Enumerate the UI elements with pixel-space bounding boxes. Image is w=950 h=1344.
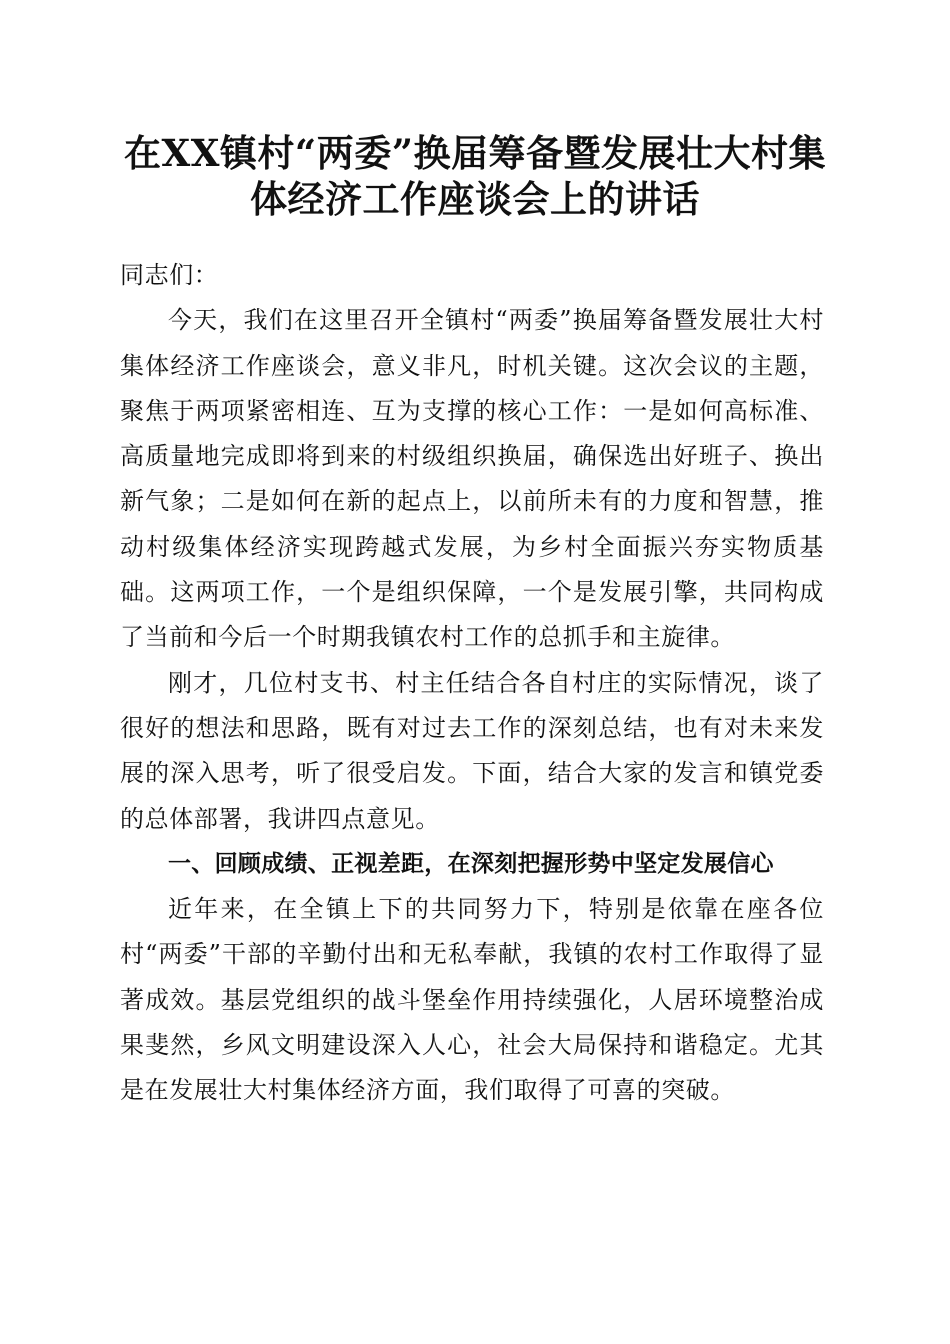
section-heading-1: 一、回顾成绩、正视差距，在深刻把握形势中坚定发展信心 [168,850,774,877]
greeting: 同志们： [120,261,219,289]
paragraph-remarks: 刚才，几位村支书、村主任结合各自村庄的实际情况，谈了很好的想法和思路，既有对过去工作的深刻总结，也有对未来发展的深入思考，听了很受启发。下面，结合大家的发言和镇党委的总体部署，我讲四点意见。 [120,668,824,833]
title-line-2: 体经济工作座谈会上的讲话 [250,177,700,221]
title-line-1: 在XX镇村“两委”换届筹备暨发展壮大村集 [124,131,826,175]
paragraph-opening: 今天，我们在这里召开全镇村“两委”换届筹备暨发展壮大村集体经济工作座谈会，意义非凡，时机关键。这次会议的主题，聚焦于两项紧密相连、互为支撑的核心工作：一是如何高标准、高质量地完成即将到来的村级组织换届，确保选出好班子、换出新气象；二是如何在新的起点上，以前所未有的力度和智慧，推动村级集体经济实现跨越式发展，为乡村全面振兴夯实物质基础。这两项工作，一个是组织保障，一个是发展引擎，共同构成了当前和今后一个时期我镇农村工作的总抓手和主旋律。 [120,306,824,652]
document-title [115,130,835,222]
document-body [120,253,824,1114]
paragraph-achievements: 近年来，在全镇上下的共同努力下，特别是依靠在座各位村“两委”干部的辛勤付出和无私奉献，我镇的农村工作取得了显著成效。基层党组织的战斗堡垒作用持续强化，人居环境整治成果斐然，乡风文明建设深入人心，社会大局保持和谐稳定。尤其是在发展壮大村集体经济方面，我们取得了可喜的突破。 [120,895,824,1105]
